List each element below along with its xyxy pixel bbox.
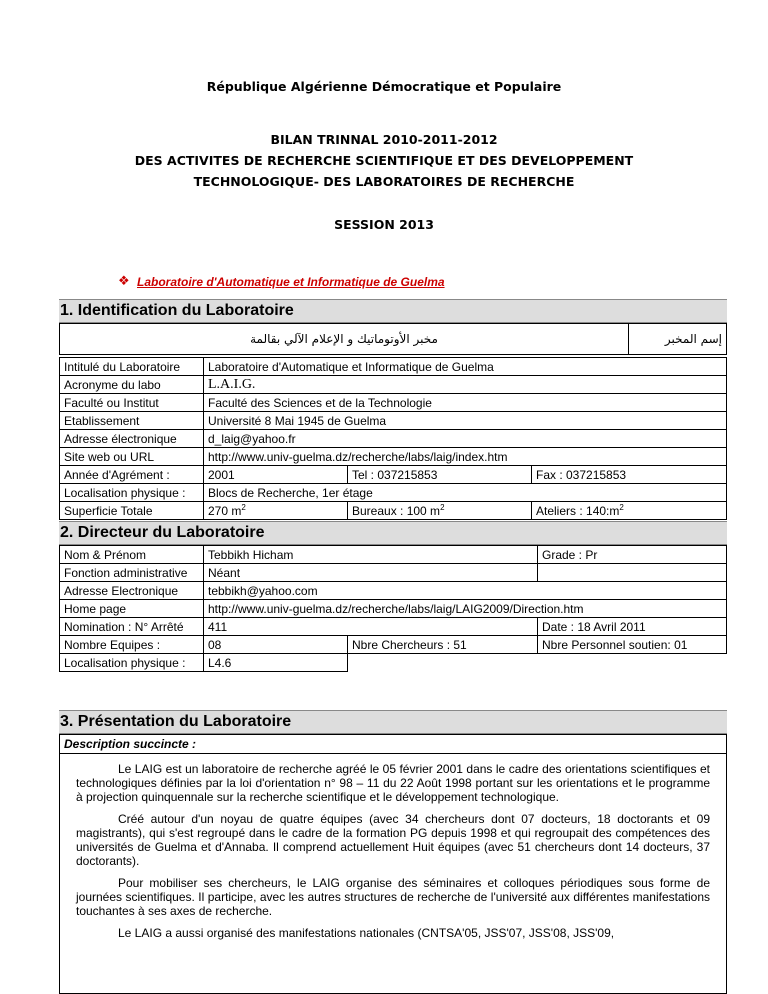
description-paragraph: Créé autour d'un noyau de quatre équipes (avec 34 chercheurs dont 07 docteurs, 18 doctorants et 09 magistrants), qui s'est regroupé dans le cadre de la formation PG depuis 1998 et qui regroupait des compétences des universités de Guelma et d'Annaba. Il comprend actuellement Huit équipes (avec 51 chercheurs dont 14 docteurs, 37 doctorants). [76, 812, 710, 868]
localisation-value: Blocs de Recherche, 1er étage [204, 484, 727, 502]
table-row [60, 546, 727, 564]
row-label: Acronyme du labo [60, 376, 204, 394]
empty-cell [538, 564, 727, 582]
agrement-year: 2001 [204, 466, 348, 484]
row-value: Faculté des Sciences et de la Technologie [204, 394, 727, 412]
row-label: Nomination : N° Arrêté [60, 618, 204, 636]
personnel-count: Nbre Personnel soutien: 01 [538, 636, 727, 654]
description-paragraph: Le LAIG est un laboratoire de recherche agréé le 05 février 2001 dans le cadre des orientations scientifiques et technologiques définies par la loi d'orientation n° 98 – 11 du 22 Août 1998 portant sur les orientations et le programme à projection quinquennale sur la recherche scientifique et le développement technologique. [76, 762, 710, 804]
director-localisation: L4.6 [204, 654, 348, 672]
lab-link[interactable]: Laboratoire d'Automatique et Informatique de Guelma [137, 275, 445, 289]
table-row [60, 466, 727, 484]
republic-title: République Algérienne Démocratique et Populaire [206, 79, 562, 94]
row-label: Home page [60, 600, 204, 618]
table-row [60, 484, 727, 502]
bilan-title-1: BILAN TRINNAL 2010-2011-2012 [270, 132, 498, 147]
table-row [60, 582, 727, 600]
table-row [60, 502, 727, 520]
row-label: Nom & Prénom [60, 546, 204, 564]
director-homepage[interactable]: http://www.univ-guelma.dz/recherche/labs/laig/LAIG2009/Direction.htm [204, 600, 727, 618]
director-fonction: Néant [204, 564, 538, 582]
director-name: Tebbikh Hicham [204, 546, 538, 564]
table-row [60, 358, 727, 376]
table-row [60, 636, 727, 654]
superficie-ateliers: Ateliers : $140:m^2$ [532, 502, 727, 520]
director-grade: Grade : Pr [538, 546, 727, 564]
row-label: Etablissement [60, 412, 204, 430]
description-box [59, 734, 727, 994]
superficie-bureaux: Bureaux : 100 $m^2$ [348, 502, 532, 520]
table-row [60, 564, 727, 582]
table-row [60, 412, 727, 430]
bilan-title-3: TECHNOLOGIQUE- DES LABORATOIRES DE RECHERCHE [193, 174, 575, 189]
table-row [60, 394, 727, 412]
email-value[interactable]: d_laig@yahoo.fr [204, 430, 727, 448]
table-row [60, 376, 727, 394]
row-label: Fonction administrative [60, 564, 204, 582]
url-value[interactable]: http://www.univ-guelma.dz/recherche/labs/laig/index.htm [204, 448, 727, 466]
row-label: Faculté ou Institut [60, 394, 204, 412]
director-table [59, 545, 727, 672]
arabic-name-table [59, 323, 727, 355]
section3-heading: 3. Présentation du Laboratoire [59, 710, 727, 734]
diamond-bullet-icon: ❖ [118, 273, 130, 288]
row-label: Intitulé du Laboratoire [60, 358, 204, 376]
chercheurs-count: Nbre Chercheurs : 51 [348, 636, 538, 654]
agrement-label: Année d'Agrément : [60, 466, 204, 484]
description-paragraph: Le LAIG a aussi organisé des manifestations nationales (CNTSA'05, JSS'07, JSS'08, JSS'09, [118, 926, 615, 940]
localisation-label: Localisation physique : [60, 484, 204, 502]
row-value: Laboratoire d'Automatique et Informatique de Guelma [204, 358, 727, 376]
bilan-title-2: DES ACTIVITES DE RECHERCHE SCIENTIFIQUE ET DES DEVELOPPEMENT [134, 153, 634, 168]
row-label: Nombre Equipes : [60, 636, 204, 654]
identification-table [59, 357, 727, 520]
row-label: Adresse électronique [60, 430, 204, 448]
fax-value: Fax : 037215853 [532, 466, 727, 484]
arabic-lab-label: إسم المخبر [629, 324, 727, 355]
description-paragraph: Pour mobiliser ses chercheurs, le LAIG organise des séminaires et colloques périodiques sous forme de journées scientifiques. Il participe, avec les autres structures de recherche de l'université aux différentes manifestations touchantes à ses axes de recherche. [76, 876, 710, 918]
equipes-count: 08 [204, 636, 348, 654]
row-label: Site web ou URL [60, 448, 204, 466]
table-row [60, 654, 727, 672]
tel-value: Tel : 037215853 [348, 466, 532, 484]
superficie-label: Superficie Totale [60, 502, 204, 520]
nomination-number: 411 [204, 618, 538, 636]
table-row [60, 618, 727, 636]
row-label: Localisation physique : [60, 654, 204, 672]
row-value: L.A.I.G. [204, 376, 727, 394]
superficie-total: 270 $m^2$ [204, 502, 348, 520]
table-row [60, 448, 727, 466]
arabic-lab-name: مخبر الأوتوماتيك و الإعلام الآلي بقالمة [60, 324, 629, 355]
director-email[interactable]: tebbikh@yahoo.com [204, 582, 727, 600]
table-row [60, 430, 727, 448]
section1-heading: 1. Identification du Laboratoire [59, 299, 727, 323]
section2-heading: 2. Directeur du Laboratoire [59, 521, 727, 545]
table-row [60, 600, 727, 618]
description-title: Description succincte : [60, 735, 726, 754]
session-title: SESSION 2013 [334, 217, 434, 232]
row-label: Adresse Electronique [60, 582, 204, 600]
row-value: Université 8 Mai 1945 de Guelma [204, 412, 727, 430]
nomination-date: Date : 18 Avril 2011 [538, 618, 727, 636]
